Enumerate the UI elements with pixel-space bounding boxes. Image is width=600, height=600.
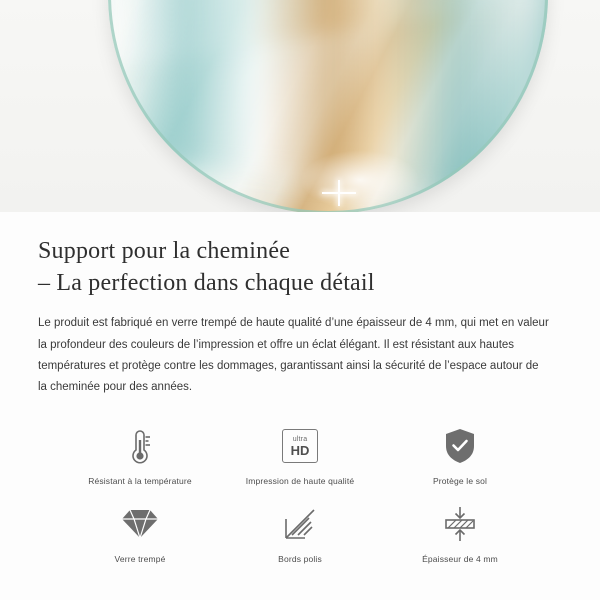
diamond-icon xyxy=(121,502,159,546)
feature-label: Épaisseur de 4 mm xyxy=(422,554,498,565)
feature-item xyxy=(60,502,220,564)
feature-label: Verre trempé xyxy=(114,554,166,565)
product-description: Le produit est fabriqué en verre trempé de haute qualité d’une épaisseur de 4 mm, qui met en valeur la profondeur des couleurs de l’impression et offre un éclat élégant. Il est résistant aux hautes températures et protège contre les dommages, garantissant ainsi la sécurité de l’espace autour de la cheminée pour des années. xyxy=(38,317,549,394)
feature-label: Impression de haute qualité xyxy=(245,476,355,487)
feature-label: Bords polis xyxy=(278,554,322,565)
page-title xyxy=(38,236,562,299)
feature-label: Protège le sol xyxy=(432,476,488,487)
feature-item xyxy=(380,424,540,486)
hero-image xyxy=(0,0,600,212)
ultra-hd-badge-bottom: HD xyxy=(290,442,310,458)
polished-edges-icon xyxy=(283,502,317,546)
feature-item xyxy=(220,424,380,486)
feature-item xyxy=(220,502,380,564)
ultra-hd-badge-top: ultra xyxy=(292,435,308,443)
feature-item xyxy=(380,502,540,564)
content-block xyxy=(0,212,600,564)
feature-item xyxy=(60,424,220,486)
headline-line-1: Support pour la cheminée xyxy=(38,238,291,264)
headline-line-2: – La perfection dans chaque détail xyxy=(38,269,375,296)
feature-label: Résistant à la température xyxy=(88,476,192,487)
shield-check-icon xyxy=(443,424,477,468)
ultra-hd-icon xyxy=(282,424,318,468)
thermometer-icon xyxy=(125,424,155,468)
feature-grid xyxy=(38,424,562,564)
thickness-arrows-icon xyxy=(440,502,480,546)
